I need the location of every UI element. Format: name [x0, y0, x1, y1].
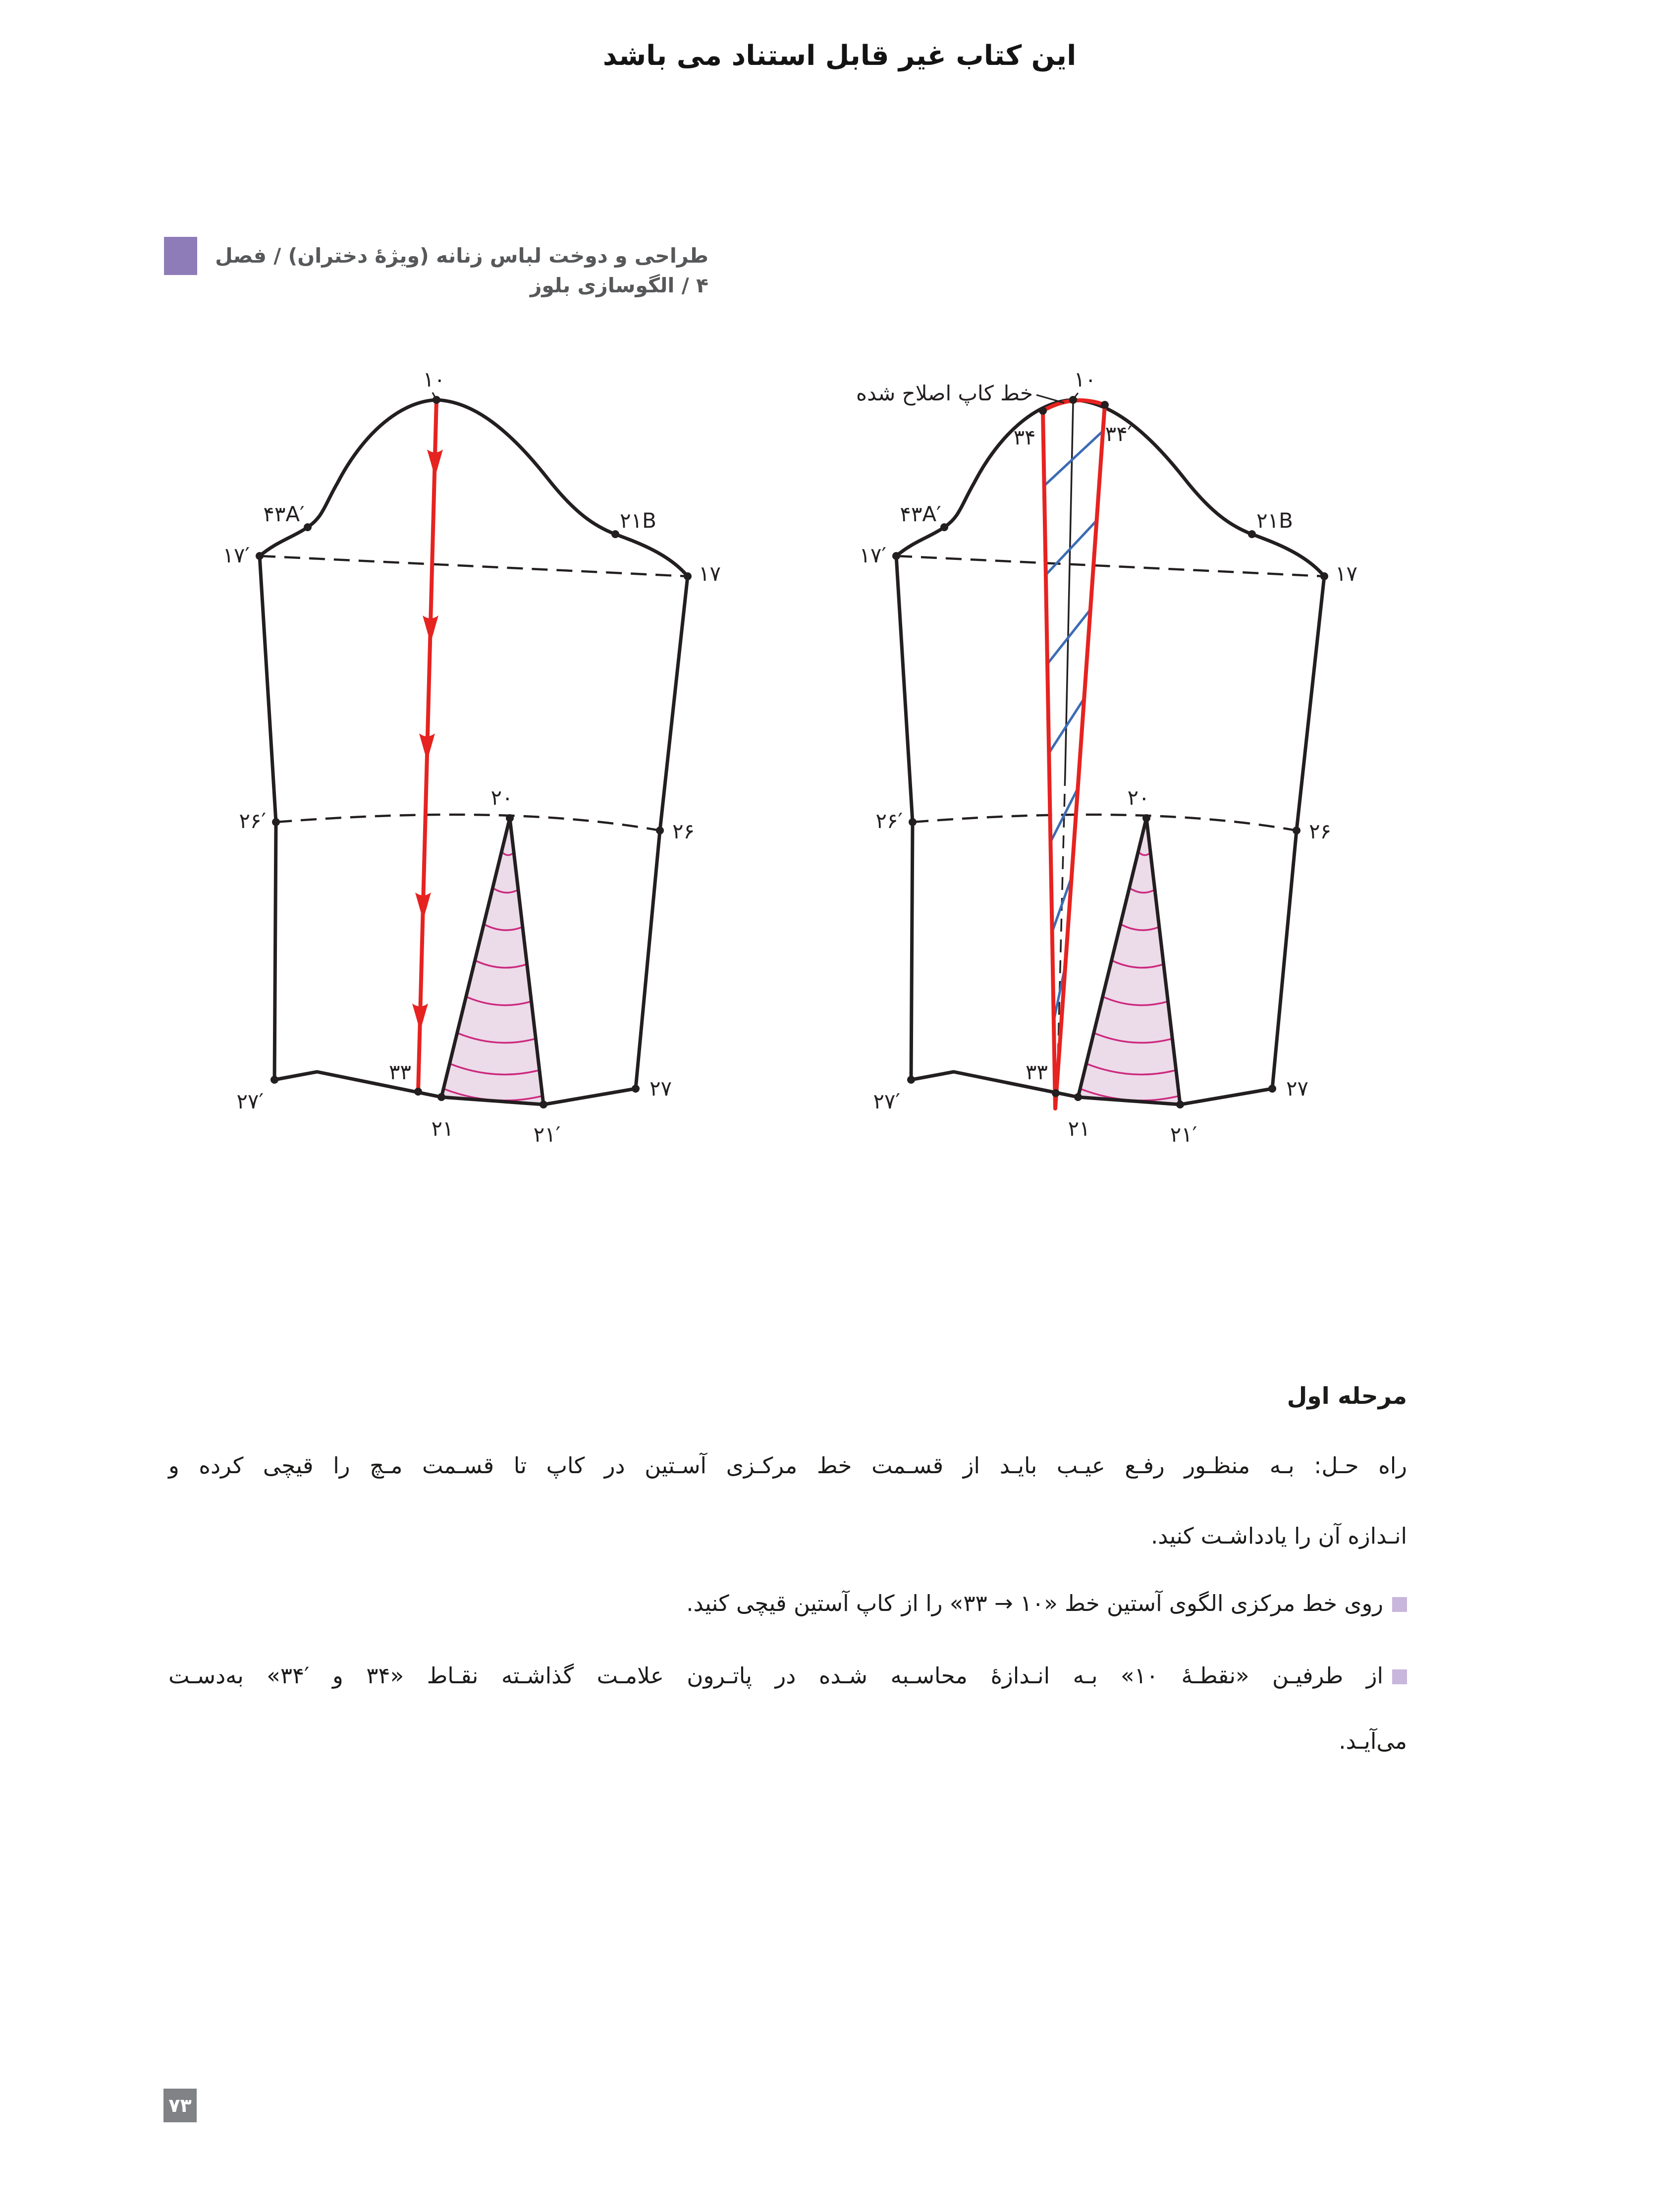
- bullet-square-icon: [1392, 1597, 1407, 1612]
- label-point-33: ۳۳: [1025, 1060, 1048, 1084]
- sleeve-diagram-after: [856, 367, 1357, 1147]
- label-point-21: ۲۱: [431, 1116, 454, 1141]
- bullet-1-text: روی خط مرکزی الگوی آستین خط «۱۰ → ۳۳» را از کاپ آستین قیچی کنید.: [686, 1590, 1383, 1616]
- label-point-17: ۱۷: [699, 561, 721, 586]
- label-point-17-prime: ۱۷′: [859, 543, 886, 567]
- bullet-square-icon: [1392, 1669, 1407, 1684]
- label-point-10: ۱۰: [1074, 367, 1096, 391]
- label-point-43a: ۴۳A′: [263, 502, 305, 526]
- notice-text: این کتاب غیر قابل استناد می باشد: [602, 40, 1077, 72]
- bullet-item-1: [168, 1586, 1407, 1621]
- label-point-17: ۱۷: [1335, 561, 1358, 586]
- sleeve-diagram-before: [222, 367, 721, 1147]
- section-heading: مرحله اول: [1287, 1382, 1407, 1410]
- label-point-20: ۲۰: [1127, 785, 1150, 810]
- label-point-27-prime: ۲۷′: [873, 1089, 900, 1113]
- solution-line-2: انـدازه آن را یادداشـت کنید.: [1150, 1523, 1407, 1549]
- label-point-26: ۲۶: [1309, 819, 1332, 843]
- bullet-item-2: [168, 1658, 1407, 1694]
- label-point-26: ۲۶: [672, 819, 695, 843]
- label-point-20: ۲۰: [490, 785, 513, 810]
- label-point-27: ۲۷: [1286, 1076, 1309, 1101]
- label-point-27-prime: ۲۷′: [236, 1089, 264, 1113]
- label-point-17-prime: ۱۷′: [222, 543, 250, 567]
- label-point-34-prime: ۳۴′: [1105, 422, 1133, 446]
- label-point-21: ۲۱: [1068, 1116, 1090, 1141]
- label-corrected-cap-line: خط کاپ اصلاح شده: [856, 381, 1033, 405]
- label-point-43a: ۴۳A′: [900, 502, 941, 526]
- page-number-badge: [163, 2089, 197, 2122]
- spread-wedge-cut-lines: [1043, 400, 1105, 1108]
- solution-line-1: راه حـل: بـه منظـور رفـع عیـب بایـد از قسـمت خط مرکـزی آسـتین در کاپ تا قسـمت مـچ را قیچی کرده و: [168, 1452, 1407, 1479]
- label-point-21b: ۲۱B: [620, 508, 656, 533]
- label-point-21-prime: ۲۱′: [1170, 1122, 1197, 1147]
- label-point-26-prime: ۲۶′: [239, 809, 266, 833]
- label-point-21-prime: ۲۱′: [533, 1122, 561, 1147]
- label-point-33: ۳۳: [388, 1060, 411, 1084]
- bullet-2-text-line2: می‌آیـد.: [1339, 1728, 1407, 1754]
- bullet-2-text-line1: از طرفیـن «نقطـهٔ ۱۰» بـه انـدازهٔ محاسـبه شـده در پاتـرون علامـت گذاشـته نقـاط «۳۴ و ⁦۳۴′⁩» به‌دسـت: [168, 1662, 1383, 1689]
- chapter-title: طراحی و دوخت لباس زنانه (ویژهٔ دختران) / فصل ۴ / الگوسازی بلوز: [215, 244, 708, 297]
- label-point-26-prime: ۲۶′: [875, 809, 903, 833]
- center-cut-line: [412, 400, 443, 1092]
- label-point-21b: ۲۱B: [1256, 508, 1293, 533]
- page-number: ۷۳: [168, 2095, 192, 2116]
- label-point-27: ۲۷: [650, 1076, 672, 1101]
- label-point-10: ۱۰: [423, 367, 445, 391]
- label-point-34: ۳۴: [1013, 425, 1036, 449]
